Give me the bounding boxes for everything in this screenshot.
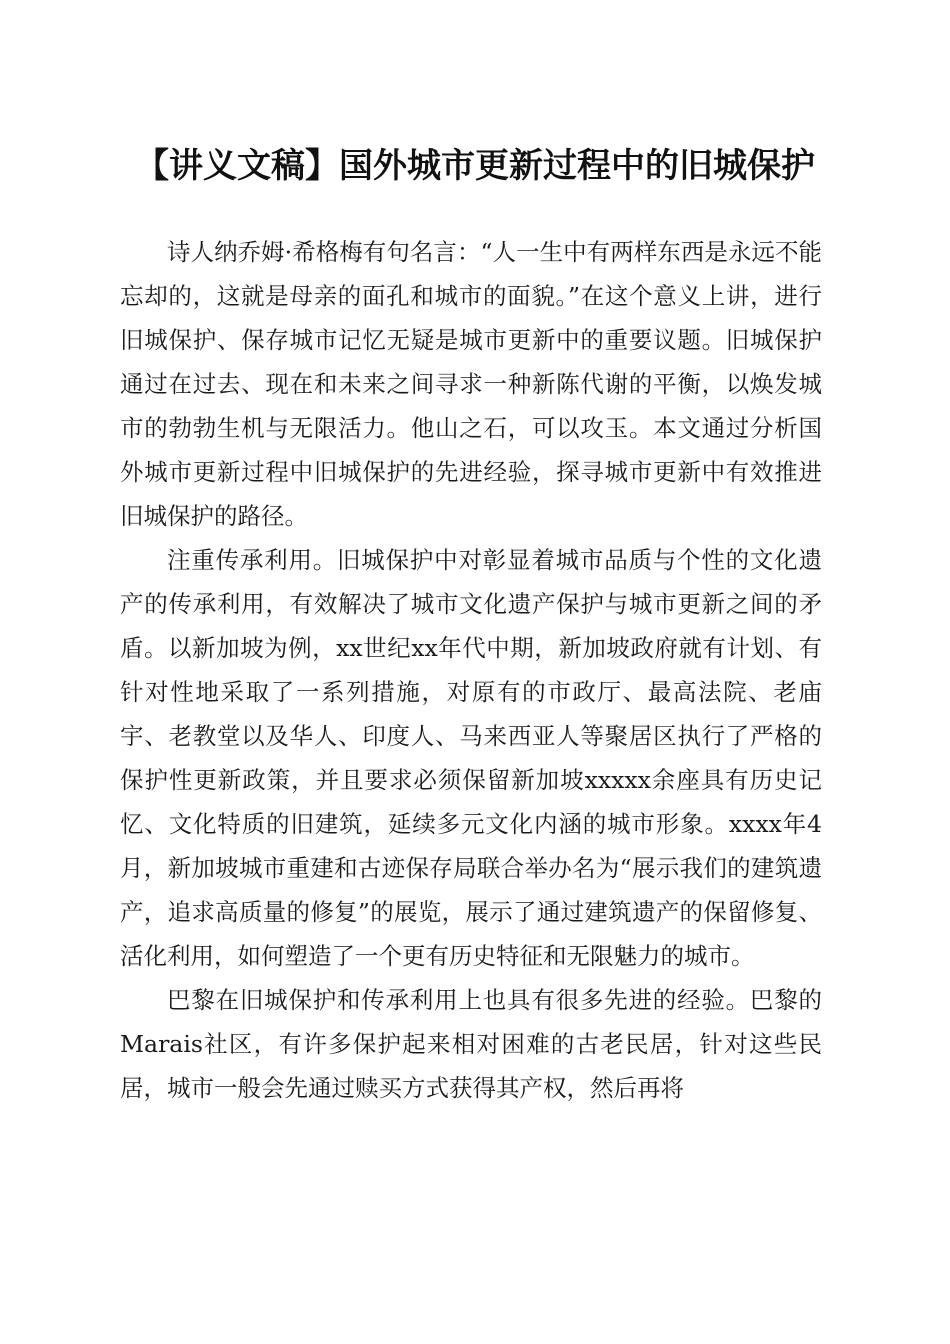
document-body: [120, 230, 822, 1110]
paragraph-intro: 诗人纳乔姆·希格梅有句名言：“人一生中有两样东西是永远不能忘却的，这就是母亲的面孔和城市的面貌。”在这个意义上讲，进行旧城保护、保存城市记忆无疑是城市更新中的重要议题。旧城保护通过在过去、现在和未来之间寻求一种新陈代谢的平衡，以焕发城市的勃勃生机与无限活力。他山之石，可以攻玉。本文通过分析国外城市更新过程中旧城保护的先进经验，探寻城市更新中有效推进旧城保护的路径。: [120, 238, 822, 530]
paragraph-paris: 巴黎在旧城保护和传承利用上也具有很多先进的经验。巴黎的Marais社区，有许多保护起来相对困难的古老民居，针对这些民居，城市一般会先通过赎买方式获得其产权，然后再将: [120, 986, 822, 1102]
document-title: 【讲义文稿】国外城市更新过程中的旧城保护: [135, 146, 815, 186]
paragraph-inheritance: 注重传承利用。旧城保护中对彰显着城市品质与个性的文化遗产的传承利用，有效解决了城市文化遗产保护与城市更新之间的矛盾。以新加坡为例，xx世纪xx年代中期，新加坡政府就有计划、有针对性地采取了一系列措施，对原有的市政厅、最高法院、老庙宇、老教堂以及华人、印度人、马来西亚人等聚居区执行了严格的保护性更新政策，并且要求必须保留新加坡xxxxx余座具有历史记忆、文化特质的旧建筑，延续多元文化内涵的城市形象。xxxx年4月，新加坡城市重建和古迹保存局联合举办名为“展示我们的建筑遗产，追求高质量的修复”的展览，展示了通过建筑遗产的保留修复、活化利用，如何塑造了一个更有历史特征和无限魅力的城市。: [120, 546, 822, 970]
